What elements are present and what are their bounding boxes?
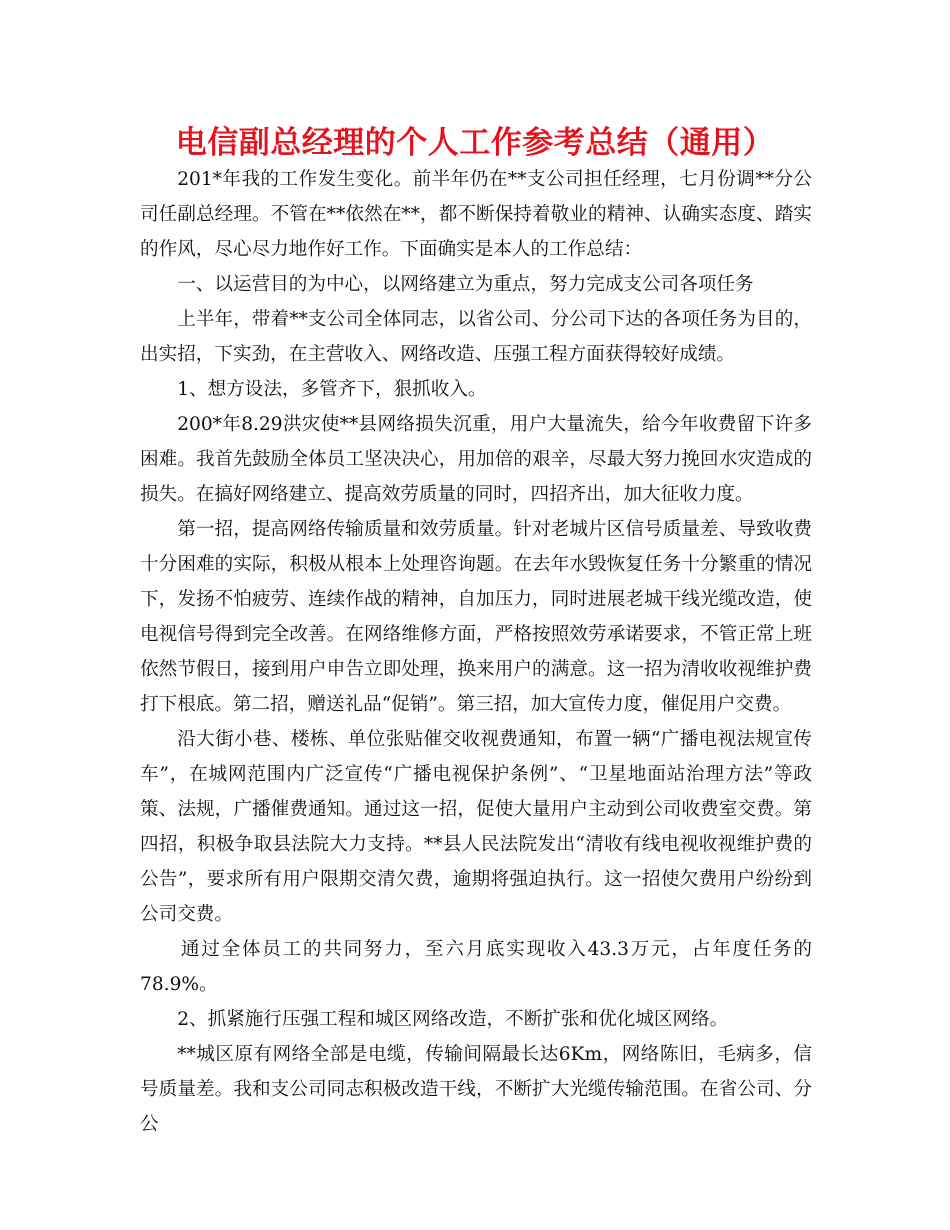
paragraph: 201*年我的工作发生变化。前半年仍在**支公司担任经理，七月份调**分公司任副总经理。不管在**依然在**，都不断保持着敬业的精神、认确实态度、踏实的作风，尽心尽力地作好工作。下面确实是本人的工作总结： [140,169,812,260]
document-title: 电信副总经理的个人工作参考总结（通用） [175,125,775,161]
section-heading: 一、以运营目的为中心，以网络建立为重点，努力完成支公司各项任务 [177,274,754,295]
subsection-heading: 2、抓紧施行压强工程和城区网络改造，不断扩张和优化城区网络。 [177,1009,729,1030]
subsection-heading: 1、想方设法，多管齐下，狠抓收入。 [177,379,487,400]
paragraph: 沿大街小巷、楼栋、单位张贴催交收视费通知，布置一辆“广播电视法规宣传车”，在城网范围内广泛宣传“广播电视保护条例”、“卫星地面站治理方法”等政策、法规，广播催费通知。通过这一招，促使大量用户主动到公司收费室交费。第四招，积极争取县法院大力支持。**县人民法院发出“清收有线电视收视维护费的公告”，要求所有用户限期交清欠费，逾期将强迫执行。这一招使欠费用户纷纷到公司交费。 [140,729,812,925]
paragraph: 第一招，提高网络传输质量和效劳质量。针对老城片区信号质量差、导致收费十分困难的实际，积极从根本上处理咨询题。在去年水毁恢复任务十分繁重的情况下，发扬不怕疲劳、连续作战的精神，自加压力，同时进展老城干线光缆改造，使电视信号得到完全改善。在网络维修方面，严格按照效劳承诺要求，不管正常上班依然节假日，接到用户申告立即处理，换来用户的满意。这一招为清收收视维护费打下根底。第二招，赠送礼品“促销”。第三招，加大宣传力度，催促用户交费。 [140,519,812,715]
paragraph: 通过全体员工的共同努力，至六月底实现收入43.3万元，占年度任务的78.9%。 [140,939,812,995]
paragraph: 200*年8.29洪灾使**县网络损失沉重，用户大量流失，给今年收费留下许多困难。我首先鼓励全体员工坚决决心，用加倍的艰辛，尽最大努力挽回水灾造成的损失。在搞好网络建立、提高效劳质量的同时，四招齐出，加大征收力度。 [140,414,812,505]
paragraph: 上半年，带着**支公司全体同志，以省公司、分公司下达的各项任务为目的，出实招，下实劲，在主营收入、网络改造、压强工程方面获得较好成绩。 [140,309,812,365]
document-body [140,162,812,1142]
paragraph: **城区原有网络全部是电缆，传输间隔最长达6Km，网络陈旧，毛病多，信号质量差。我和支公司同志积极改造干线，不断扩大光缆传输范围。在省公司、分公 [140,1044,812,1135]
